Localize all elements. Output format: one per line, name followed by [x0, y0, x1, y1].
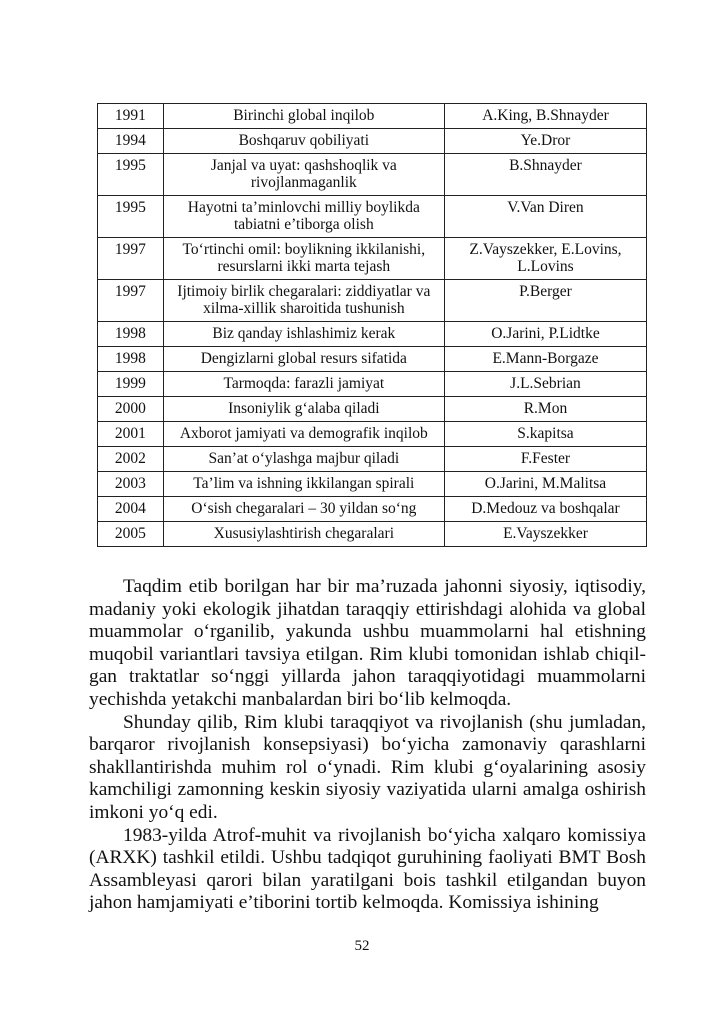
- title-cell: San’at o‘ylashga majbur qiladi: [163, 447, 444, 472]
- table-row: [98, 154, 647, 196]
- table-row: [98, 347, 647, 372]
- year-cell: 2000: [98, 397, 164, 422]
- title-cell: O‘sish chegaralari – 30 yildan so‘ng: [163, 497, 444, 522]
- year-cell: 2004: [98, 497, 164, 522]
- authors-cell: F.Fester: [444, 447, 646, 472]
- year-cell: 2002: [98, 447, 164, 472]
- year-cell: 1999: [98, 372, 164, 397]
- authors-cell: R.Mon: [444, 397, 646, 422]
- page-number: 52: [354, 938, 370, 954]
- body-text: [89, 576, 646, 915]
- table-row: [98, 280, 647, 322]
- year-cell: 1994: [98, 129, 164, 154]
- table-row: [98, 238, 647, 280]
- title-cell: Ijtimoiy birlik chegaralari: ziddiyatlar va xilma-xillik sharoitida tushunish: [163, 280, 444, 322]
- table-row: [98, 497, 647, 522]
- table-row: [98, 422, 647, 447]
- authors-cell: O.Jarini, M.Malitsa: [444, 472, 646, 497]
- table-row: [98, 447, 647, 472]
- paragraph: Taqdim etib borilgan har bir ma’ruzada jahonni siyosiy, iqtisodiy, madaniy yoki ekologik jihatdan taraqqiy ettirishdagi alohida va global muammolar o‘rganilib, yakunda ushbu muammolarni hal etishning muqobil variantlari tavsiya etilgan. Rim klubi tomonidan ishlab chiqilgan traktatlar so‘nggi yillarda jahon taraqqiyotidagi muammolarni yechishda yetakchi manbalardan biri bo‘lib kelmoqda.: [89, 576, 646, 710]
- authors-cell: O.Jarini, P.Lidtke: [444, 322, 646, 347]
- table-row: [98, 372, 647, 397]
- title-cell: Birinchi global inqilob: [163, 104, 444, 129]
- year-cell: 1995: [98, 196, 164, 238]
- authors-cell: S.kapitsa: [444, 422, 646, 447]
- year-cell: 1997: [98, 280, 164, 322]
- year-cell: 1998: [98, 347, 164, 372]
- year-cell: 2005: [98, 522, 164, 547]
- year-cell: 2003: [98, 472, 164, 497]
- title-cell: Xususiylashtirish chegaralari: [163, 522, 444, 547]
- reports-table: [97, 103, 647, 547]
- title-cell: Boshqaruv qobiliyati: [163, 129, 444, 154]
- table-row: [98, 129, 647, 154]
- reports-table-body: [98, 104, 647, 547]
- authors-cell: A.King, B.Shnayder: [444, 104, 646, 129]
- title-cell: Axborot jamiyati va demografik inqilob: [163, 422, 444, 447]
- title-cell: Hayotni ta’minlovchi milliy boylikda tabiatni e’tiborga olish: [163, 196, 444, 238]
- paragraph: Shunday qilib, Rim klubi taraqqiyot va rivojlanish (shu jumladan, barqaror rivojlanish konsepsiyasi) bo‘yicha zamonaviy qarashlarni shakllantirishda muhim rol o‘ynadi. Rim klubi g‘oyalarining asosiy kamchiligi zamonning keskin siyosiy vaziyatida ularni amalga oshirish imkoni yo‘q edi.: [89, 711, 646, 823]
- table-row: [98, 104, 647, 129]
- table-row: [98, 472, 647, 497]
- authors-cell: J.L.Sebrian: [444, 372, 646, 397]
- authors-cell: Z.Vayszekker, E.Lovins, L.Lovins: [444, 238, 646, 280]
- table-row: [98, 522, 647, 547]
- table-row: [98, 196, 647, 238]
- authors-cell: V.Van Diren: [444, 196, 646, 238]
- title-cell: Biz qanday ishlashimiz kerak: [163, 322, 444, 347]
- title-cell: Janjal va uyat: qashshoqlik va rivojlanmaganlik: [163, 154, 444, 196]
- authors-cell: D.Medouz va boshqalar: [444, 497, 646, 522]
- title-cell: Ta’lim va ishning ikkilangan spirali: [163, 472, 444, 497]
- title-cell: Tarmoqda: farazli jamiyat: [163, 372, 444, 397]
- authors-cell: E.Mann-Borgaze: [444, 347, 646, 372]
- paragraph: 1983-yilda Atrof-muhit va rivojlanish bo‘yicha xalqaro komissiya (ARXK) tashkil etildi. Ushbu tadqiqot guruhining faoliyati BMT Bosh Assambleyasi qarori bilan yaratilgani bois tashkil etilgandan buyon jahon hamjamiyati e’tiborini tortib kelmoqda. Komissiya ishining: [89, 824, 646, 914]
- authors-cell: Ye.Dror: [444, 129, 646, 154]
- year-cell: 1998: [98, 322, 164, 347]
- authors-cell: E.Vayszekker: [444, 522, 646, 547]
- table-row: [98, 322, 647, 347]
- year-cell: 1995: [98, 154, 164, 196]
- title-cell: Insoniylik g‘alaba qiladi: [163, 397, 444, 422]
- title-cell: To‘rtinchi omil: boylikning ikkilanishi, resurslarni ikki marta tejash: [163, 238, 444, 280]
- table-row: [98, 397, 647, 422]
- year-cell: 1997: [98, 238, 164, 280]
- authors-cell: P.Berger: [444, 280, 646, 322]
- year-cell: 2001: [98, 422, 164, 447]
- year-cell: 1991: [98, 104, 164, 129]
- title-cell: Dengizlarni global resurs sifatida: [163, 347, 444, 372]
- authors-cell: B.Shnayder: [444, 154, 646, 196]
